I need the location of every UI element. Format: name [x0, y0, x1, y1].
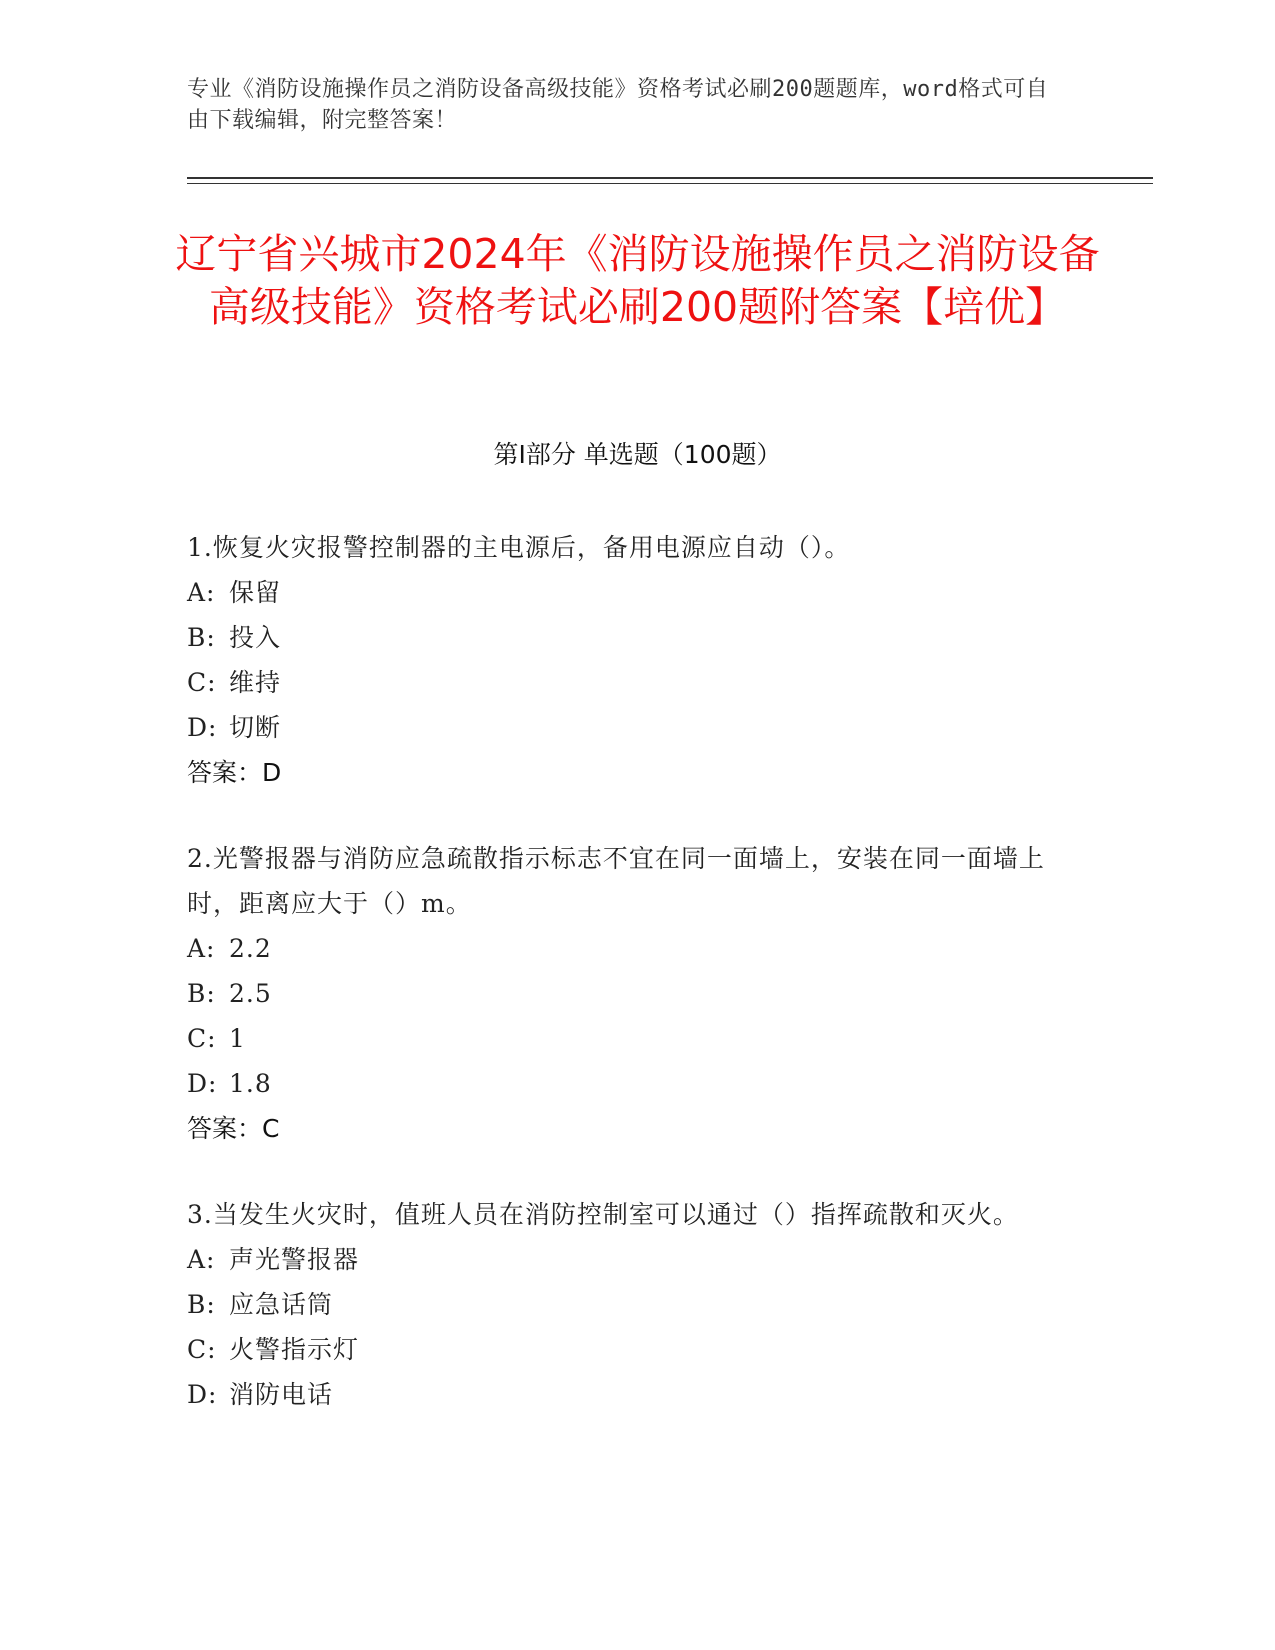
option-letter: C: [187, 1335, 217, 1364]
header-rule-thick [187, 177, 1153, 179]
option-text: 火警指示灯 [229, 1335, 360, 1364]
option-letter: B: [187, 623, 216, 652]
option-c [187, 1327, 1067, 1372]
option-letter: B: [187, 1290, 216, 1319]
option-text: 1 [229, 1024, 246, 1053]
option-a [187, 570, 1067, 615]
option-letter: B: [187, 979, 216, 1008]
option-letter: A: [187, 934, 216, 963]
option-letter: A: [187, 578, 216, 607]
option-d [187, 1372, 1067, 1417]
option-text: 消防电话 [229, 1380, 334, 1409]
answer-line: 答案：D [187, 758, 282, 787]
question-stem: 1.恢复火灾报警控制器的主电源后，备用电源应自动（）。 [187, 533, 851, 562]
option-c [187, 1016, 1067, 1061]
option-a [187, 1237, 1067, 1282]
option-b [187, 1282, 1067, 1327]
option-text: 2.5 [229, 979, 272, 1008]
option-letter: C: [187, 1024, 217, 1053]
option-c [187, 660, 1067, 705]
section-heading: 第I部分 单选题（100题） [493, 440, 782, 469]
option-text: 保留 [229, 578, 282, 607]
option-letter: D: [187, 713, 218, 742]
option-d [187, 1061, 1067, 1106]
option-text: 维持 [229, 668, 282, 697]
question-3 [187, 1192, 1067, 1417]
option-letter: C: [187, 668, 217, 697]
option-a [187, 926, 1067, 971]
option-letter: D: [187, 1380, 218, 1409]
option-text: 投入 [229, 623, 282, 652]
option-text: 声光警报器 [229, 1245, 360, 1274]
option-letter: D: [187, 1069, 218, 1098]
answer-line: 答案：C [187, 1114, 280, 1143]
option-b [187, 971, 1067, 1016]
option-text: 1.8 [229, 1069, 272, 1098]
option-text: 2.2 [229, 934, 272, 963]
header-rule-thin [187, 183, 1153, 184]
question-list [187, 525, 1067, 1458]
question-2 [187, 836, 1067, 1151]
question-stem: 2.光警报器与消防应急疏散指示标志不宜在同一面墙上，安装在同一面墙上时，距离应大于（）m。 [187, 844, 1045, 918]
option-text: 切断 [229, 713, 282, 742]
option-text: 应急话筒 [229, 1290, 334, 1319]
document-title: 辽宁省兴城市2024年《消防设施操作员之消防设备高级技能》资格考试必刷200题附答案【培优】 [175, 230, 1100, 331]
question-1 [187, 525, 1067, 795]
option-letter: A: [187, 1245, 216, 1274]
header-note: 专业《消防设施操作员之消防设备高级技能》资格考试必刷200题题库，word格式可自由下载编辑，附完整答案！ [187, 77, 1049, 133]
option-b [187, 615, 1067, 660]
question-stem: 3.当发生火灾时，值班人员在消防控制室可以通过（）指挥疏散和灭火。 [187, 1200, 1019, 1229]
option-d [187, 705, 1067, 750]
